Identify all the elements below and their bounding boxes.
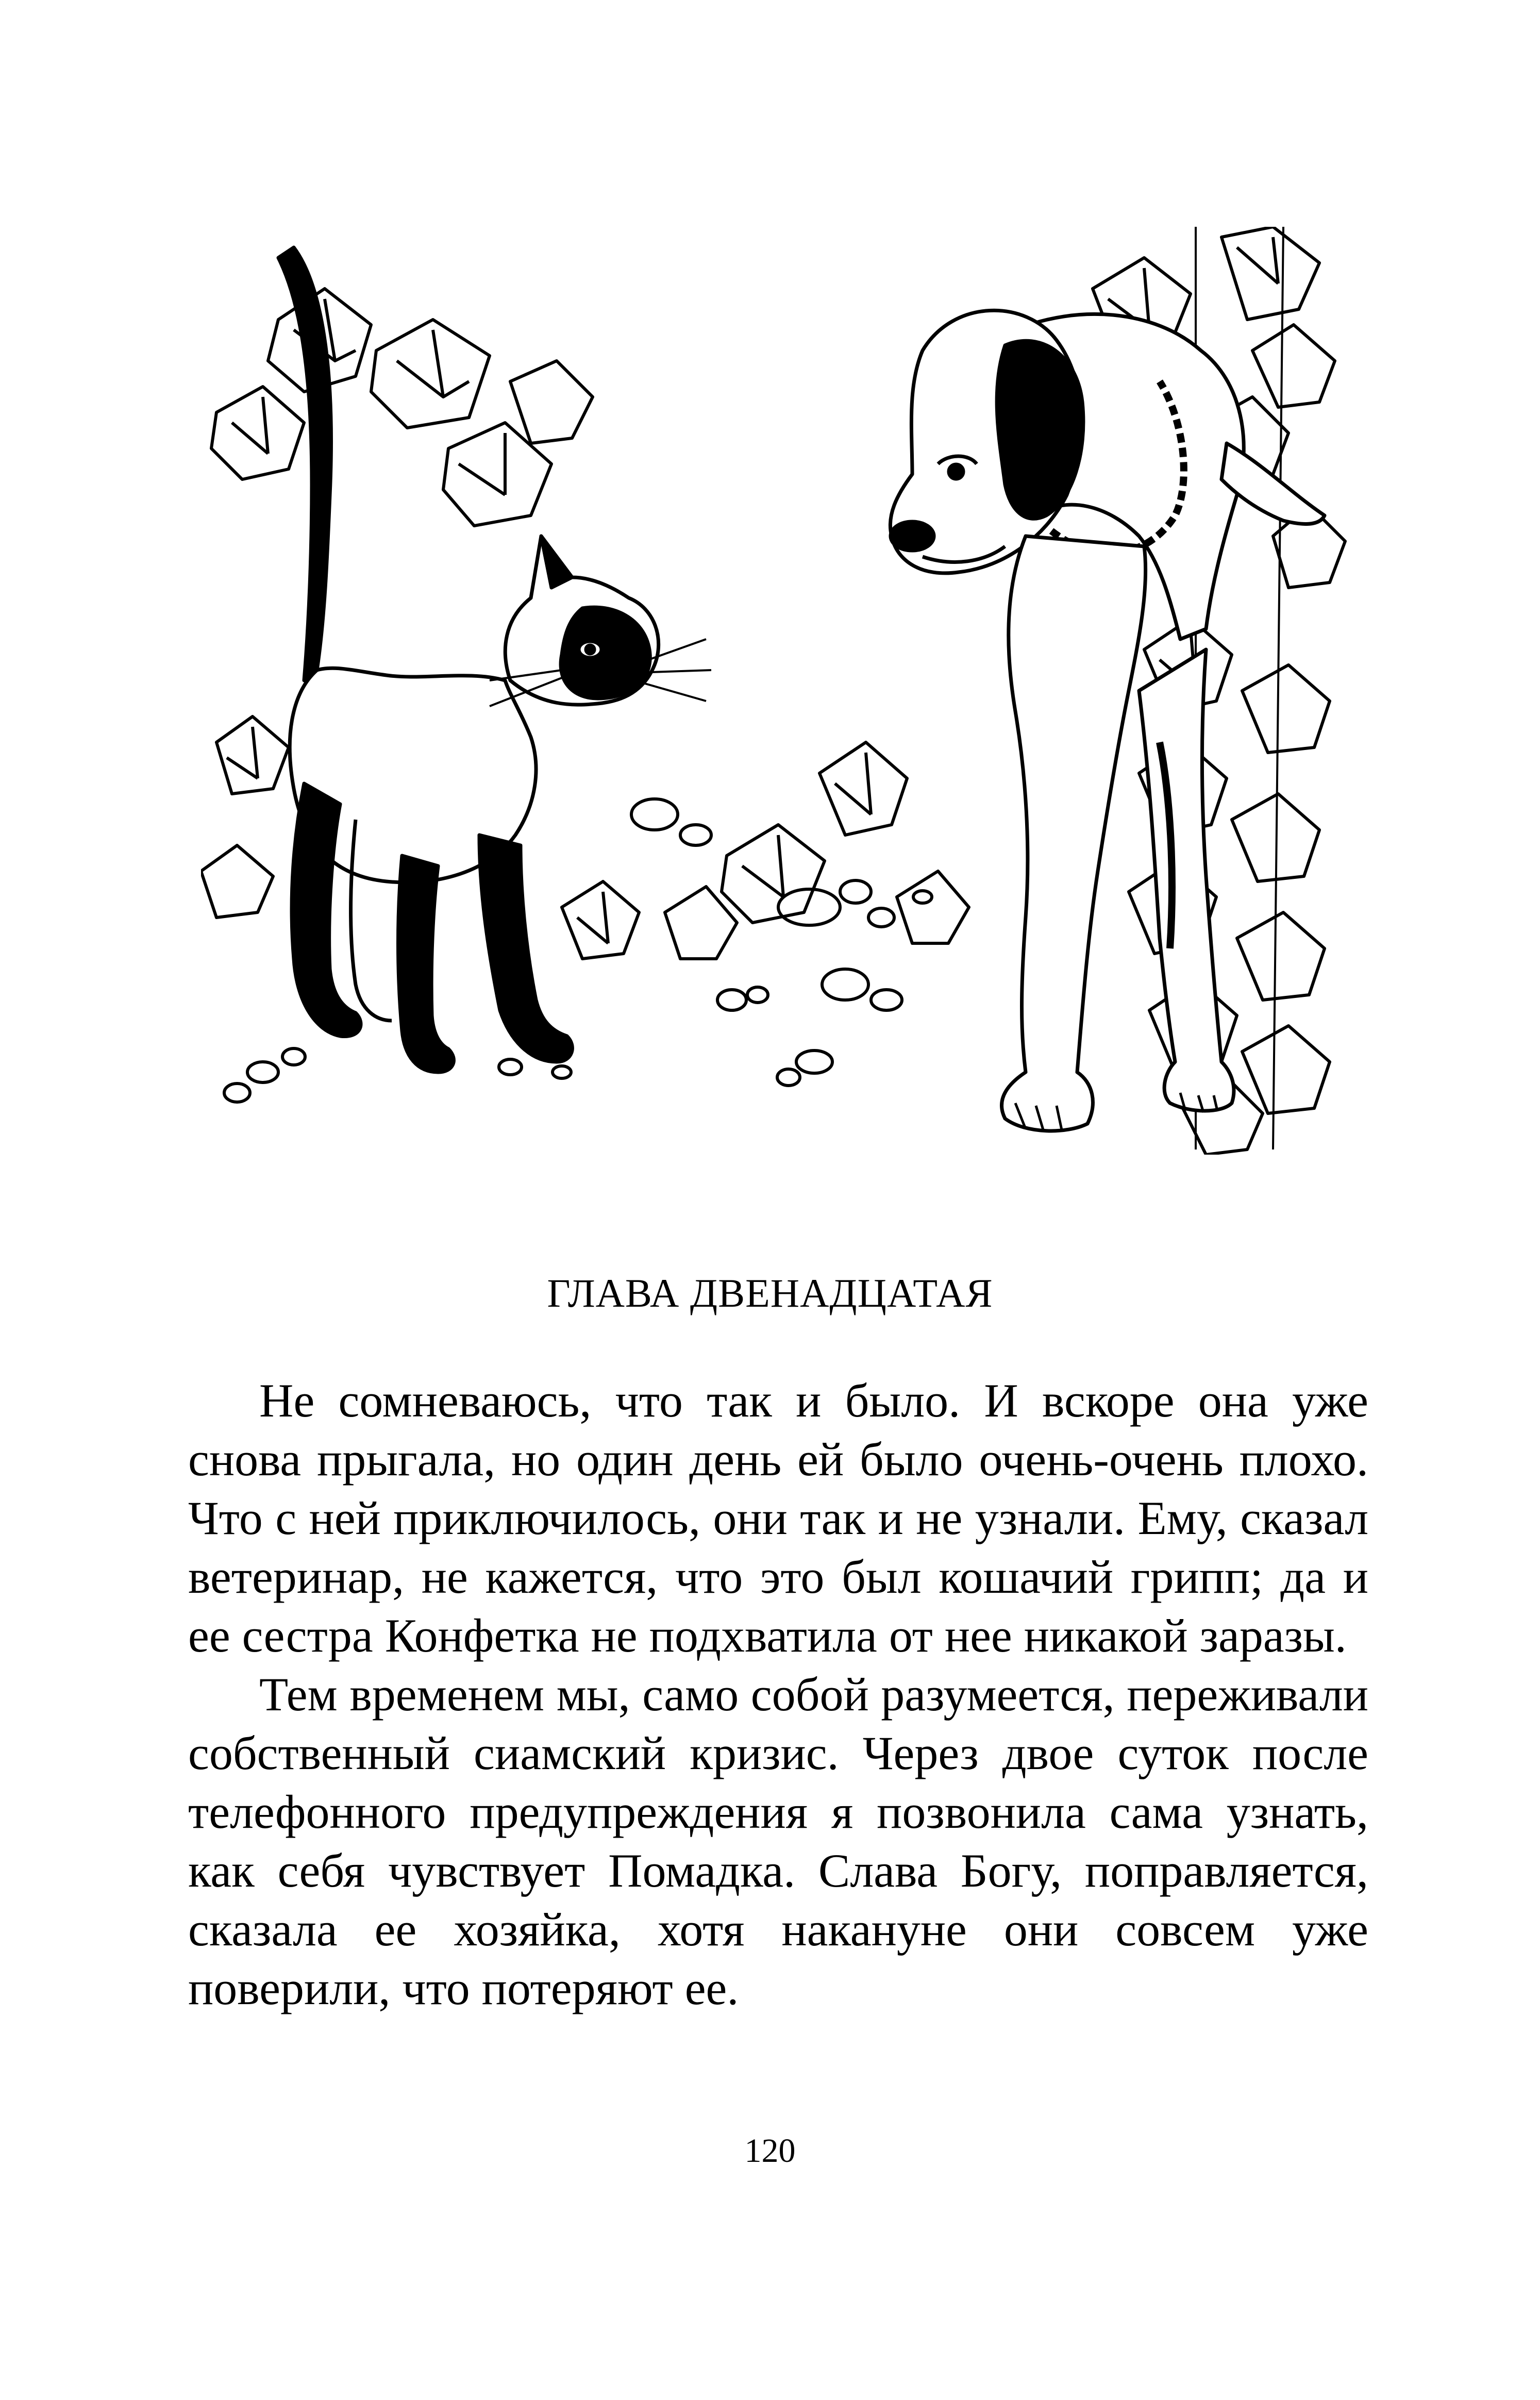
siamese-cat-illustration — [278, 247, 711, 1072]
page-number: 120 — [744, 2132, 796, 2170]
dog-illustration — [890, 310, 1325, 1131]
paragraph-2: Тем временем мы, само собой разумеется, переживали собственный сиамский кризис. Через двое суток после телефонного предупреждения я позвонила сама узнать, как себя чувствует Помадка. Слава Богу, поправляется, сказала ее хозяйка, хотя накануне они совсем уже поверили, что потеряют ее. — [188, 1668, 1368, 2014]
illustration-svg — [201, 227, 1361, 1155]
chapter-illustration — [201, 227, 1361, 1155]
paragraph-1: Не сомневаюсь, что так и было. И вскоре она уже снова прыгала, но один день ей было очень-очень плохо. Что с ней приключилось, они так и не узнали. Ему, сказал ветеринар, не кажется, что это был кошачий грипп; да и ее сестра Конфетка не подхватила от нее никакой заразы. — [188, 1374, 1368, 1662]
chapter-title: ГЛАВА ДВЕНАДЦАТАЯ — [547, 1271, 993, 1315]
body-text — [188, 1371, 1368, 2018]
